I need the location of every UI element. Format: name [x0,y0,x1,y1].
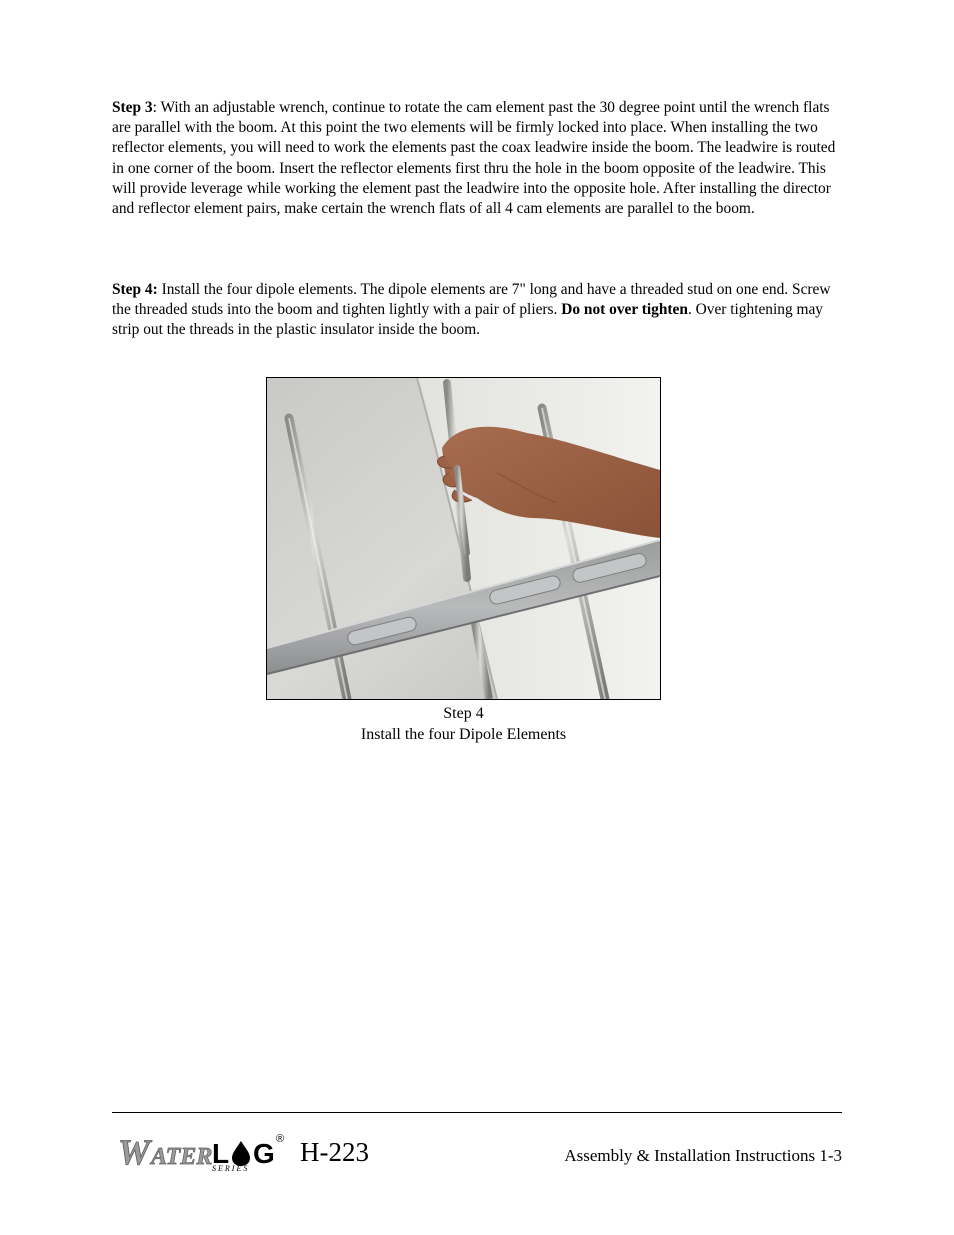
step-4-paragraph [112,280,847,341]
step-4-warning: Do not over tighten [561,301,688,319]
figure-caption-description: Install the four Dipole Elements [360,726,567,743]
step-3-paragraph [112,98,847,219]
water-drop-icon [232,1141,250,1166]
registered-mark: ® [276,1133,285,1145]
model-number: H-223 [300,1137,369,1167]
logo-water-rest: ATER [151,1144,213,1170]
step-4-text-after: . Over tightening may strip out the threads in the plastic insulator inside the boom. [112,301,824,339]
footer-divider [112,1112,842,1113]
waterlog-series-logo [117,1127,289,1173]
figure-caption-title: Step 4 [443,705,484,722]
dipole-installation-photo [266,377,661,700]
section-page-label: Assembly & Installation Instructions 1-3 [564,1146,842,1165]
logo-series-text: S E R I E S [212,1164,248,1173]
step-3-label: Step 3 [112,99,153,116]
logo-log-l: L [212,1138,230,1169]
step-4-label: Step 4: [112,281,158,298]
step-3-text: : With an adjustable wrench, continue to rotate the cam element past the 30 degree point until the wrench flats are parallel with the boom. At this point the two elements will be firmly locked into place. When installing the two reflector elements, you will need to work the elements past the coax leadwire inside the boom. The leadwire is routed in one corner of the boom. Insert the reflector elements first thru the hole in the boom opposite of the leadwire. This will provide leverage while working the element past the leadwire into the opposite hole. After installing the director and reflector element pairs, make certain the wrench flats of all 4 cam elements are parallel to the boom. [112,99,836,218]
logo-log-g: G [253,1138,275,1169]
logo-water-w: W [118,1132,151,1172]
step-4-text-before: Install the four dipole elements. The dipole elements are 7" long and have a threaded stud on one end. Screw the threaded studs into the boom and tighten lightly with a pair of pliers. [112,281,831,319]
